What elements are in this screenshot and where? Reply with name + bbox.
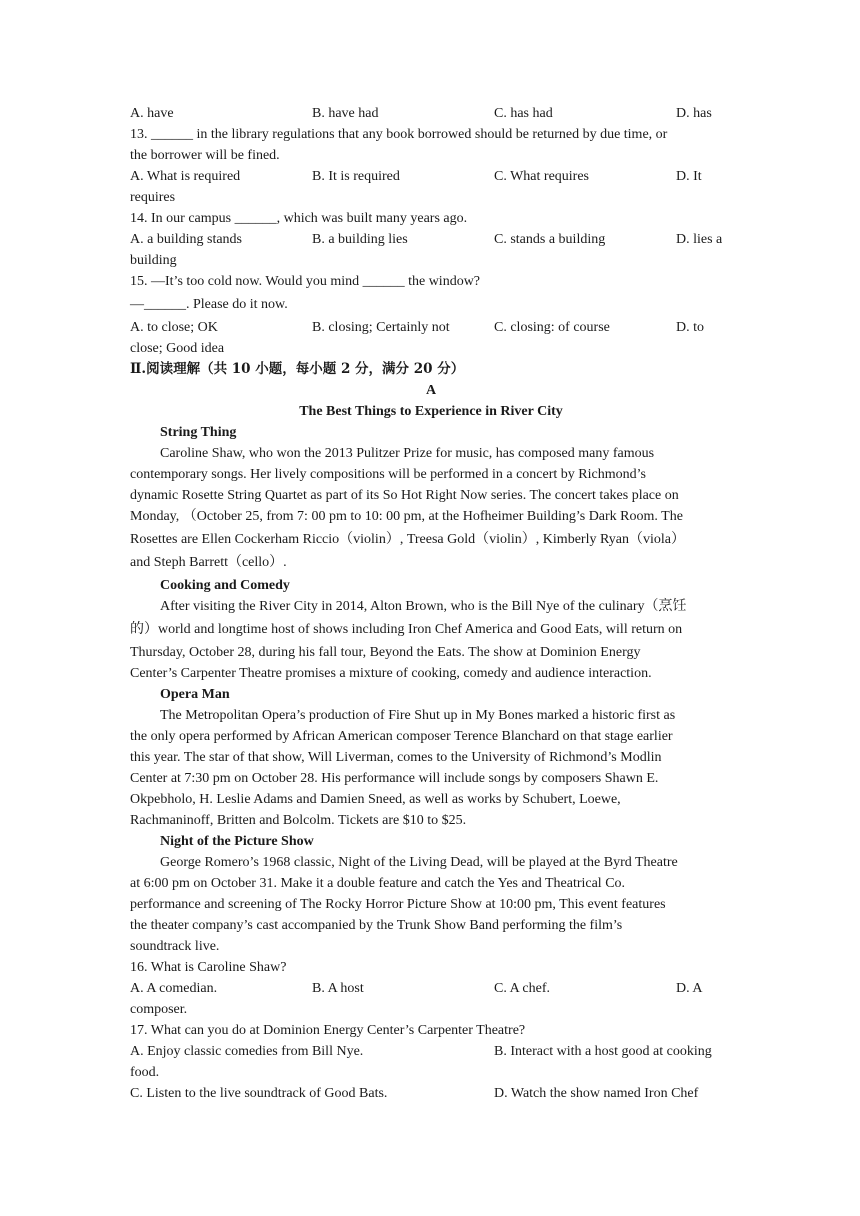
passage-line: this year. The star of that show, Will Liverman, comes to the University of Richmond’s Modlin [130, 750, 662, 765]
passage-line: Center at 7:30 pm on October 28. His performance will include songs by composers Shawn E. [130, 771, 659, 786]
q12-options [130, 103, 732, 124]
q14-stem: 14. In our campus ______, which was built many years ago. [130, 211, 468, 226]
passage-heading-picture-show: Night of the Picture Show [160, 834, 314, 849]
q16-options [130, 978, 732, 999]
passage-line: George Romero’s 1968 classic, Night of the Living Dead, will be played at the Byrd Theatre [160, 855, 678, 870]
q17-option-b: B. Interact with a host good at cooking [494, 1044, 712, 1059]
q17-option-c: C. Listen to the live soundtrack of Good Bats. [130, 1086, 388, 1101]
q14-option-c: C. stands a building [494, 232, 606, 247]
q15-stem: 15. —It’s too cold now. Would you mind ______ the window? [130, 274, 481, 289]
q14-option-a: A. a building stands [130, 232, 242, 247]
passage-line: Caroline Shaw, who won the 2013 Pulitzer Prize for music, has composed many famous [160, 446, 655, 461]
q12-option-a: A. have [130, 106, 174, 121]
q15-reply: —______. Please do it now. [130, 297, 288, 312]
q17-option-a: A. Enjoy classic comedies from Bill Nye. [130, 1044, 364, 1059]
passage-line: Rosettes are Ellen Cockerham Riccio（violin）, Treesa Gold（violin）, Kimberly Ryan（viola） [130, 532, 685, 547]
passage-line: Okpebholo, H. Leslie Adams and Damien Sneed, as well as works by Schubert, Loewe, [130, 792, 621, 807]
passage-line: Center’s Carpenter Theatre promises a mixture of cooking, comedy and audience interaction. [130, 666, 652, 681]
passage-line: Rachmaninoff, Britten and Bolcolm. Tickets are $10 to $25. [130, 813, 467, 828]
q13-options [130, 166, 732, 187]
q16-option-b: B. A host [312, 981, 364, 996]
q15-option-c: C. closing: of course [494, 320, 610, 335]
passage-heading-string-thing: String Thing [160, 425, 237, 440]
passage-line: the only opera performed by African American composer Terence Blanchard on that stage earlier [130, 729, 673, 744]
passage-line: performance and screening of The Rocky Horror Picture Show at 10:00 pm, This event features [130, 897, 666, 912]
q15-option-d-wrap: close; Good idea [130, 341, 225, 356]
q16-stem: 16. What is Caroline Shaw? [130, 960, 287, 975]
q17-options-row1 [130, 1041, 732, 1062]
exam-content [130, 103, 732, 1104]
q16-option-c: C. A chef. [494, 981, 550, 996]
passage-heading-cooking-comedy: Cooking and Comedy [160, 578, 290, 593]
q13-option-d-wrap: requires [130, 190, 176, 205]
q16-option-a: A. A comedian. [130, 981, 218, 996]
passage-line: Monday, （October 25, from 7: 00 pm to 10: 00 pm, at the Hofheimer Building’s Dark Room. The [130, 509, 683, 524]
passage-title: The Best Things to Experience in River City [299, 404, 563, 419]
q14-option-d-wrap: building [130, 253, 177, 268]
passage-line: at 6:00 pm on October 31. Make it a double feature and catch the Yes and Theatrical Co. [130, 876, 626, 891]
passage-line: the theater company’s cast accompanied by the Trunk Show Band performing the film’s [130, 918, 623, 933]
passage-heading-opera-man: Opera Man [160, 687, 230, 702]
section-header: Ⅱ.阅读理解（共 10 小题，每小题 2 分，满分 20 分） [130, 361, 465, 377]
q15-option-d: D. to [676, 320, 704, 335]
q14-option-d: D. lies a [676, 232, 723, 247]
q15-options [130, 317, 732, 338]
passage-line: contemporary songs. Her lively compositions will be performed in a concert by Richmond’s [130, 467, 646, 482]
q17-stem: 17. What can you do at Dominion Energy Center’s Carpenter Theatre? [130, 1023, 526, 1038]
q17-option-b-wrap: food. [130, 1065, 160, 1080]
q13-stem-line1: 13. ______ in the library regulations that any book borrowed should be returned by due time, or [130, 127, 668, 142]
passage-line: and Steph Barrett（cello）. [130, 555, 287, 570]
q15-option-a: A. to close; OK [130, 320, 218, 335]
q12-option-b: B. have had [312, 106, 379, 121]
q13-option-d: D. It [676, 169, 702, 184]
q16-option-d-wrap: composer. [130, 1002, 188, 1017]
q12-option-c: C. has had [494, 106, 553, 121]
passage-line: After visiting the River City in 2014, Alton Brown, who is the Bill Nye of the culinary（烹饪 [160, 599, 687, 614]
q14-option-b: B. a building lies [312, 232, 408, 247]
passage-letter: A [425, 383, 437, 398]
q15-option-b: B. closing; Certainly not [312, 320, 450, 335]
passage-line: 的）world and longtime host of shows including Iron Chef America and Good Eats, will return on [130, 622, 683, 637]
passage-line: The Metropolitan Opera’s production of Fire Shut up in My Bones marked a historic first as [160, 708, 676, 723]
q13-option-a: A. What is required [130, 169, 241, 184]
q13-stem-line2: the borrower will be fined. [130, 148, 280, 163]
q16-option-d: D. A [676, 981, 703, 996]
q14-options [130, 229, 732, 250]
q17-option-d: D. Watch the show named Iron Chef [494, 1086, 699, 1101]
passage-line: dynamic Rosette String Quartet as part of its So Hot Right Now series. The concert takes place on [130, 488, 679, 503]
q12-option-d: D. has [676, 106, 712, 121]
passage-line: Thursday, October 28, during his fall tour, Beyond the Eats. The show at Dominion Energy [130, 645, 641, 660]
passage-line: soundtrack live. [130, 939, 220, 954]
q13-option-b: B. It is required [312, 169, 400, 184]
q17-options-row2 [130, 1083, 732, 1104]
q13-option-c: C. What requires [494, 169, 589, 184]
